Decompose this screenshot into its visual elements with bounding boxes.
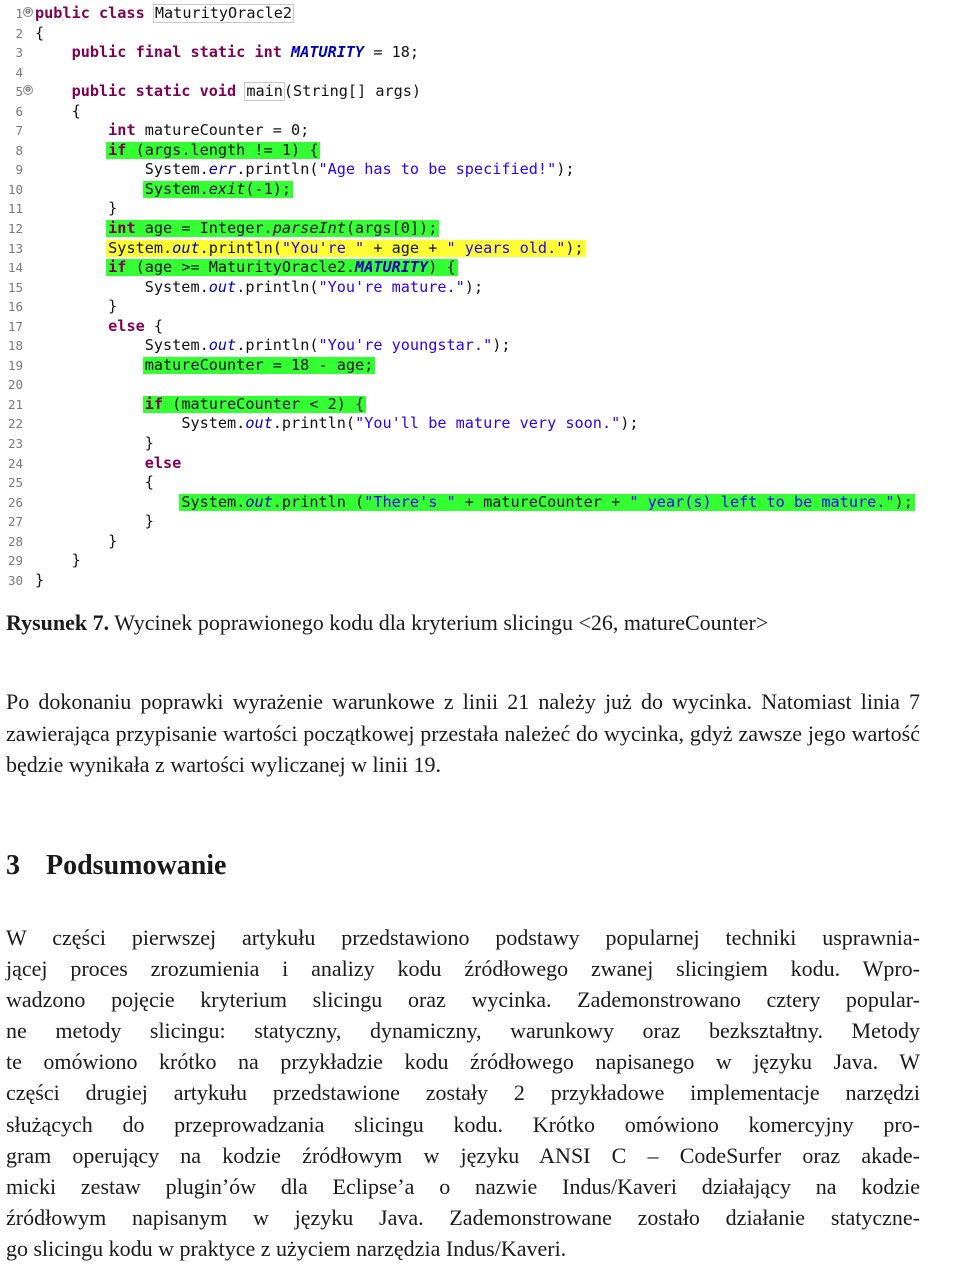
line-number: 19 — [7, 357, 23, 373]
code-line-8 — [0, 141, 960, 161]
summary-paragraph — [6, 922, 920, 1264]
line-number: 2 — [15, 25, 23, 41]
caption-label: Rysunek 7. — [6, 610, 110, 635]
line-number: 10 — [7, 181, 23, 197]
code-text: { — [144, 316, 164, 335]
code-text: } — [71, 551, 81, 570]
line-number: 20 — [7, 377, 23, 393]
code-line-21 — [0, 395, 960, 415]
code-text: (String[] args) — [283, 82, 422, 101]
code-figure — [0, 4, 960, 590]
paragraph-line: te omówiono krótko na przykładzie kodu źródłowego napisanego w języku Java. W — [6, 1049, 920, 1075]
line-number: 29 — [7, 553, 23, 569]
line-number: 22 — [7, 416, 23, 432]
code-constant: MATURITY — [291, 43, 365, 62]
code-text: } — [35, 570, 45, 589]
line-number: 13 — [7, 240, 23, 256]
code-line-30 — [0, 571, 960, 591]
line-number: 21 — [7, 396, 23, 412]
code-text: } — [144, 434, 154, 453]
criterion-highlight — [106, 240, 586, 257]
line-number: 8 — [15, 142, 23, 158]
code-text: (-1); — [245, 179, 292, 198]
section-title: Podsumowanie — [46, 850, 227, 881]
code-text: ); — [464, 277, 484, 296]
slice-highlight — [143, 181, 293, 198]
code-line-18 — [0, 336, 960, 356]
code-text: System. — [144, 160, 209, 179]
code-keyword: int — [108, 121, 136, 140]
code-text: { — [144, 473, 154, 492]
code-keyword: if — [108, 258, 127, 277]
code-text: System. — [144, 179, 209, 198]
code-text: + matureCounter + — [455, 492, 630, 511]
code-string: "You're " — [281, 238, 365, 257]
class-name-occurrence: MaturityOracle2 — [154, 4, 293, 22]
line-number: 4 — [15, 64, 23, 80]
line-number: 30 — [7, 572, 23, 588]
paragraph-line: micki zestaw plugin’ów dla Eclipse’a o nazwie Indus/Kaveri działający na kodzie — [6, 1173, 920, 1199]
code-line-4 — [0, 63, 960, 83]
code-keyword: else — [108, 316, 145, 335]
code-text: .println( — [236, 160, 319, 179]
code-text: = 18; — [364, 43, 420, 62]
code-string: "You're youngstar." — [318, 336, 493, 355]
code-keyword: int — [108, 219, 136, 238]
line-number: 27 — [7, 514, 23, 530]
code-constant: MATURITY — [355, 258, 429, 277]
line-number: 6 — [15, 103, 23, 119]
code-string: "Age has to be specified!" — [318, 160, 557, 179]
code-text: } — [144, 512, 154, 531]
code-text: System. — [181, 414, 246, 433]
slice-highlight — [179, 494, 915, 511]
method-name-occurrence: main — [246, 82, 283, 101]
code-string: " years old." — [446, 238, 566, 257]
code-text: matureCounter = 0; — [135, 121, 310, 140]
line-number: 17 — [7, 318, 23, 334]
line-number: 14 — [7, 260, 23, 276]
code-line-13 — [0, 239, 960, 259]
code-text: System. — [144, 336, 209, 355]
paragraph-line: W części pierwszej artykułu przedstawiono podstawy popularnej techniki usprawnia- — [6, 925, 920, 950]
section-heading — [6, 848, 226, 884]
paragraph-line: go slicingu kodu w praktyce z użyciem narzędzia Indus/Kaveri. — [6, 1235, 567, 1261]
code-text: } — [108, 297, 118, 316]
slice-highlight — [143, 396, 366, 413]
body-paragraph: Po dokonaniu poprawki wyrażenie warunkowe z linii 21 należy już do wycinka. Natomiast linia 7 zawierająca przypisanie wartości początkowej przestała należeć do wycinka, gdyż zawsze jego wartość będzie wynikała z wartości wyliczanej w linii 19. — [6, 689, 920, 777]
line-number: 1 — [15, 6, 23, 21]
code-text: System. — [108, 238, 173, 257]
code-string: "There's " — [364, 492, 456, 511]
code-field: err — [208, 160, 237, 179]
line-number: 9 — [15, 162, 23, 178]
code-keyword: if — [108, 140, 127, 159]
code-method: exit — [208, 179, 246, 198]
line-number: 12 — [7, 221, 23, 237]
line-number: 24 — [7, 455, 23, 471]
paragraph-line: gram operujący na kodzie źródłowym w języku ANSI C – CodeSurfer oraz akade- — [6, 1142, 920, 1168]
code-text: } — [108, 199, 118, 218]
line-number: 5 — [15, 84, 23, 100]
code-line-25 — [0, 473, 960, 493]
code-line-19 — [0, 356, 960, 376]
code-text: { — [35, 23, 45, 42]
code-string: "You're mature." — [318, 277, 465, 296]
line-number: 3 — [15, 45, 23, 61]
paragraph-line: jącej proces zrozumienia i analizy kodu źródłowego zwanej slicingiem kodu. Wpro- — [6, 956, 920, 982]
paragraph-line: wadzono pojęcie kryterium slicingu oraz wycinka. Zademonstrowano cztery popular- — [6, 987, 920, 1013]
line-number: 7 — [15, 123, 23, 139]
code-line-10 — [0, 180, 960, 200]
line-number: 28 — [7, 533, 23, 549]
figure-caption — [6, 608, 920, 638]
code-text: ); — [492, 336, 511, 355]
code-text: ); — [894, 492, 913, 511]
code-text: .println( — [272, 414, 356, 433]
code-text: ); — [556, 160, 575, 179]
caption-text: Wycinek poprawionego kodu dla kryterium slicingu <26, matureCounter> — [109, 610, 769, 635]
code-line-28 — [0, 532, 960, 552]
code-text: ); — [620, 414, 639, 433]
line-number: 11 — [7, 201, 23, 217]
code-line-27 — [0, 512, 960, 532]
code-text: .println( — [236, 336, 319, 355]
paragraph-line: części drugiej artykułu przedstawione zostały 2 przykładowe implementacje narzędzi — [6, 1080, 920, 1106]
code-line-23 — [0, 434, 960, 454]
code-line-3 — [0, 43, 960, 63]
code-text: { — [71, 101, 81, 120]
line-number: 26 — [7, 494, 23, 510]
code-keyword: public class — [35, 4, 145, 22]
code-text: System. — [181, 492, 246, 511]
code-line-15 — [0, 278, 960, 298]
code-text: (age >= MaturityOracle2. — [126, 258, 356, 277]
code-line-17 — [0, 317, 960, 337]
slice-highlight — [106, 259, 457, 276]
line-number: 16 — [7, 299, 23, 315]
line-number: 23 — [7, 436, 23, 452]
code-line-26 — [0, 493, 960, 513]
code-line-6 — [0, 102, 960, 122]
line-number: 25 — [7, 475, 23, 491]
code-text: .println ( — [272, 492, 365, 511]
line-number: 18 — [7, 338, 23, 354]
slice-highlight — [106, 220, 439, 237]
code-line-20 — [0, 375, 960, 395]
code-text: ) { — [428, 258, 456, 277]
slice-highlight — [106, 142, 320, 159]
code-keyword: public static void — [71, 82, 237, 101]
code-text: (matureCounter < 2) { — [163, 394, 365, 413]
fold-collapse-icon[interactable]: ⊖ — [23, 85, 33, 95]
code-field: out — [172, 238, 200, 257]
code-line-11 — [0, 199, 960, 219]
code-text: } — [108, 531, 118, 550]
paragraph-line: źródłowym napisanym w języku Java. Zademonstrowane zostało działanie statyczne- — [6, 1204, 920, 1230]
code-field: out — [208, 277, 237, 296]
code-line-1 — [0, 4, 960, 24]
code-line-29 — [0, 551, 960, 571]
code-text: (args.length != 1) { — [126, 140, 319, 159]
code-keyword: public final static int — [71, 43, 282, 62]
fold-collapse-icon[interactable]: ⊖ — [23, 7, 33, 17]
code-text: + age + — [364, 238, 447, 257]
code-line-12 — [0, 219, 960, 239]
code-line-24 — [0, 454, 960, 474]
code-string: "You'll be mature very soon." — [355, 414, 621, 433]
code-line-5 — [0, 82, 960, 102]
slice-highlight: matureCounter = 18 - age; — [144, 355, 374, 374]
code-text: System. — [144, 277, 209, 296]
code-line-14 — [0, 258, 960, 278]
code-field: out — [245, 414, 273, 433]
code-text: age = Integer. — [135, 219, 273, 238]
code-text: (args[0]); — [345, 219, 438, 238]
code-field: out — [208, 336, 237, 355]
code-line-2 — [0, 24, 960, 44]
section-number: 3 — [6, 850, 20, 881]
code-text: ); — [565, 238, 584, 257]
line-number: 15 — [7, 279, 23, 295]
code-keyword: else — [144, 453, 182, 472]
code-line-9 — [0, 160, 960, 180]
code-text: .println( — [199, 238, 282, 257]
code-field: out — [245, 492, 273, 511]
paragraph-line: służących do przeprowadzania slicingu kodu. Krótko omówiono komercyjny pro- — [6, 1111, 920, 1137]
code-keyword: if — [144, 394, 164, 413]
code-text: .println( — [236, 277, 319, 296]
code-string: " year(s) left to be mature." — [629, 492, 895, 511]
code-line-16 — [0, 297, 960, 317]
code-line-22 — [0, 414, 960, 434]
code-method: parseInt — [272, 219, 346, 238]
paragraph-line: ne metody slicingu: statyczny, dynamiczny, warunkowy oraz bezkształtny. Metody — [6, 1018, 920, 1044]
code-line-7 — [0, 121, 960, 141]
